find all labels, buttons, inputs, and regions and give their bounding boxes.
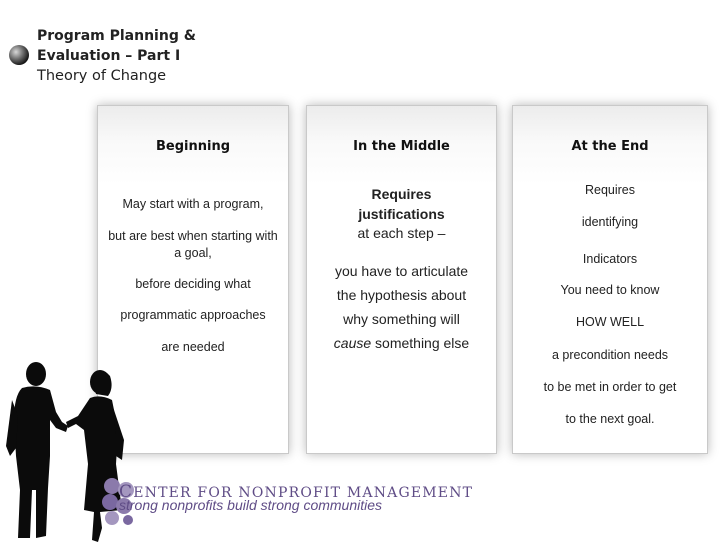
column-body-end: [513, 182, 707, 428]
slide-subtitle: Theory of Change: [37, 68, 167, 84]
end-line: to the next goal.: [565, 412, 655, 426]
end-line: You need to know: [560, 283, 660, 297]
slide-title: [37, 26, 337, 86]
middle-line: why something will: [343, 311, 460, 327]
end-line: Requires: [584, 183, 636, 197]
column-middle: [306, 105, 497, 454]
end-line: Indicators: [582, 252, 638, 266]
end-line: to be met in order to get: [543, 380, 677, 394]
column-title-middle: In the Middle: [353, 139, 450, 154]
middle-each-step: at each step –: [357, 225, 446, 241]
middle-line: you have to articulate: [334, 263, 469, 279]
end-line: a precondition needs: [551, 348, 669, 362]
title-line-2: Evaluation – Part I: [37, 48, 181, 64]
end-line: HOW WELL: [575, 315, 645, 329]
column-title-end: At the End: [571, 139, 649, 154]
middle-requires: Requires: [371, 186, 432, 202]
logo-tagline: strong nonprofits build strong communities: [119, 497, 383, 513]
column-end: [512, 105, 708, 454]
beginning-line: are needed: [161, 340, 225, 354]
column-body-middle: [307, 184, 496, 355]
logo-name-rest: ENTER FOR NONPROFIT MANAGEMENT: [133, 485, 474, 501]
logo-initial: C: [119, 482, 134, 502]
middle-line: the hypothesis about: [336, 287, 467, 303]
beginning-line: programmatic approaches: [120, 308, 266, 322]
end-line: identifying: [581, 215, 639, 229]
beginning-line: May start with a program,: [122, 197, 264, 211]
middle-justifications: justifications: [358, 206, 445, 222]
middle-cause-line: [307, 331, 496, 355]
bullet-ball-icon: [9, 45, 29, 65]
middle-cause-word: cause: [333, 335, 372, 351]
column-title-beginning: Beginning: [155, 139, 230, 154]
beginning-line: before deciding what: [135, 277, 251, 291]
title-line-1: Program Planning &: [37, 28, 196, 44]
beginning-line: but are best when starting with a goal,: [108, 229, 278, 260]
middle-cause-rest: something else: [371, 335, 470, 351]
column-body-beginning: [98, 196, 288, 356]
middle-hypothesis-block: [307, 259, 496, 355]
